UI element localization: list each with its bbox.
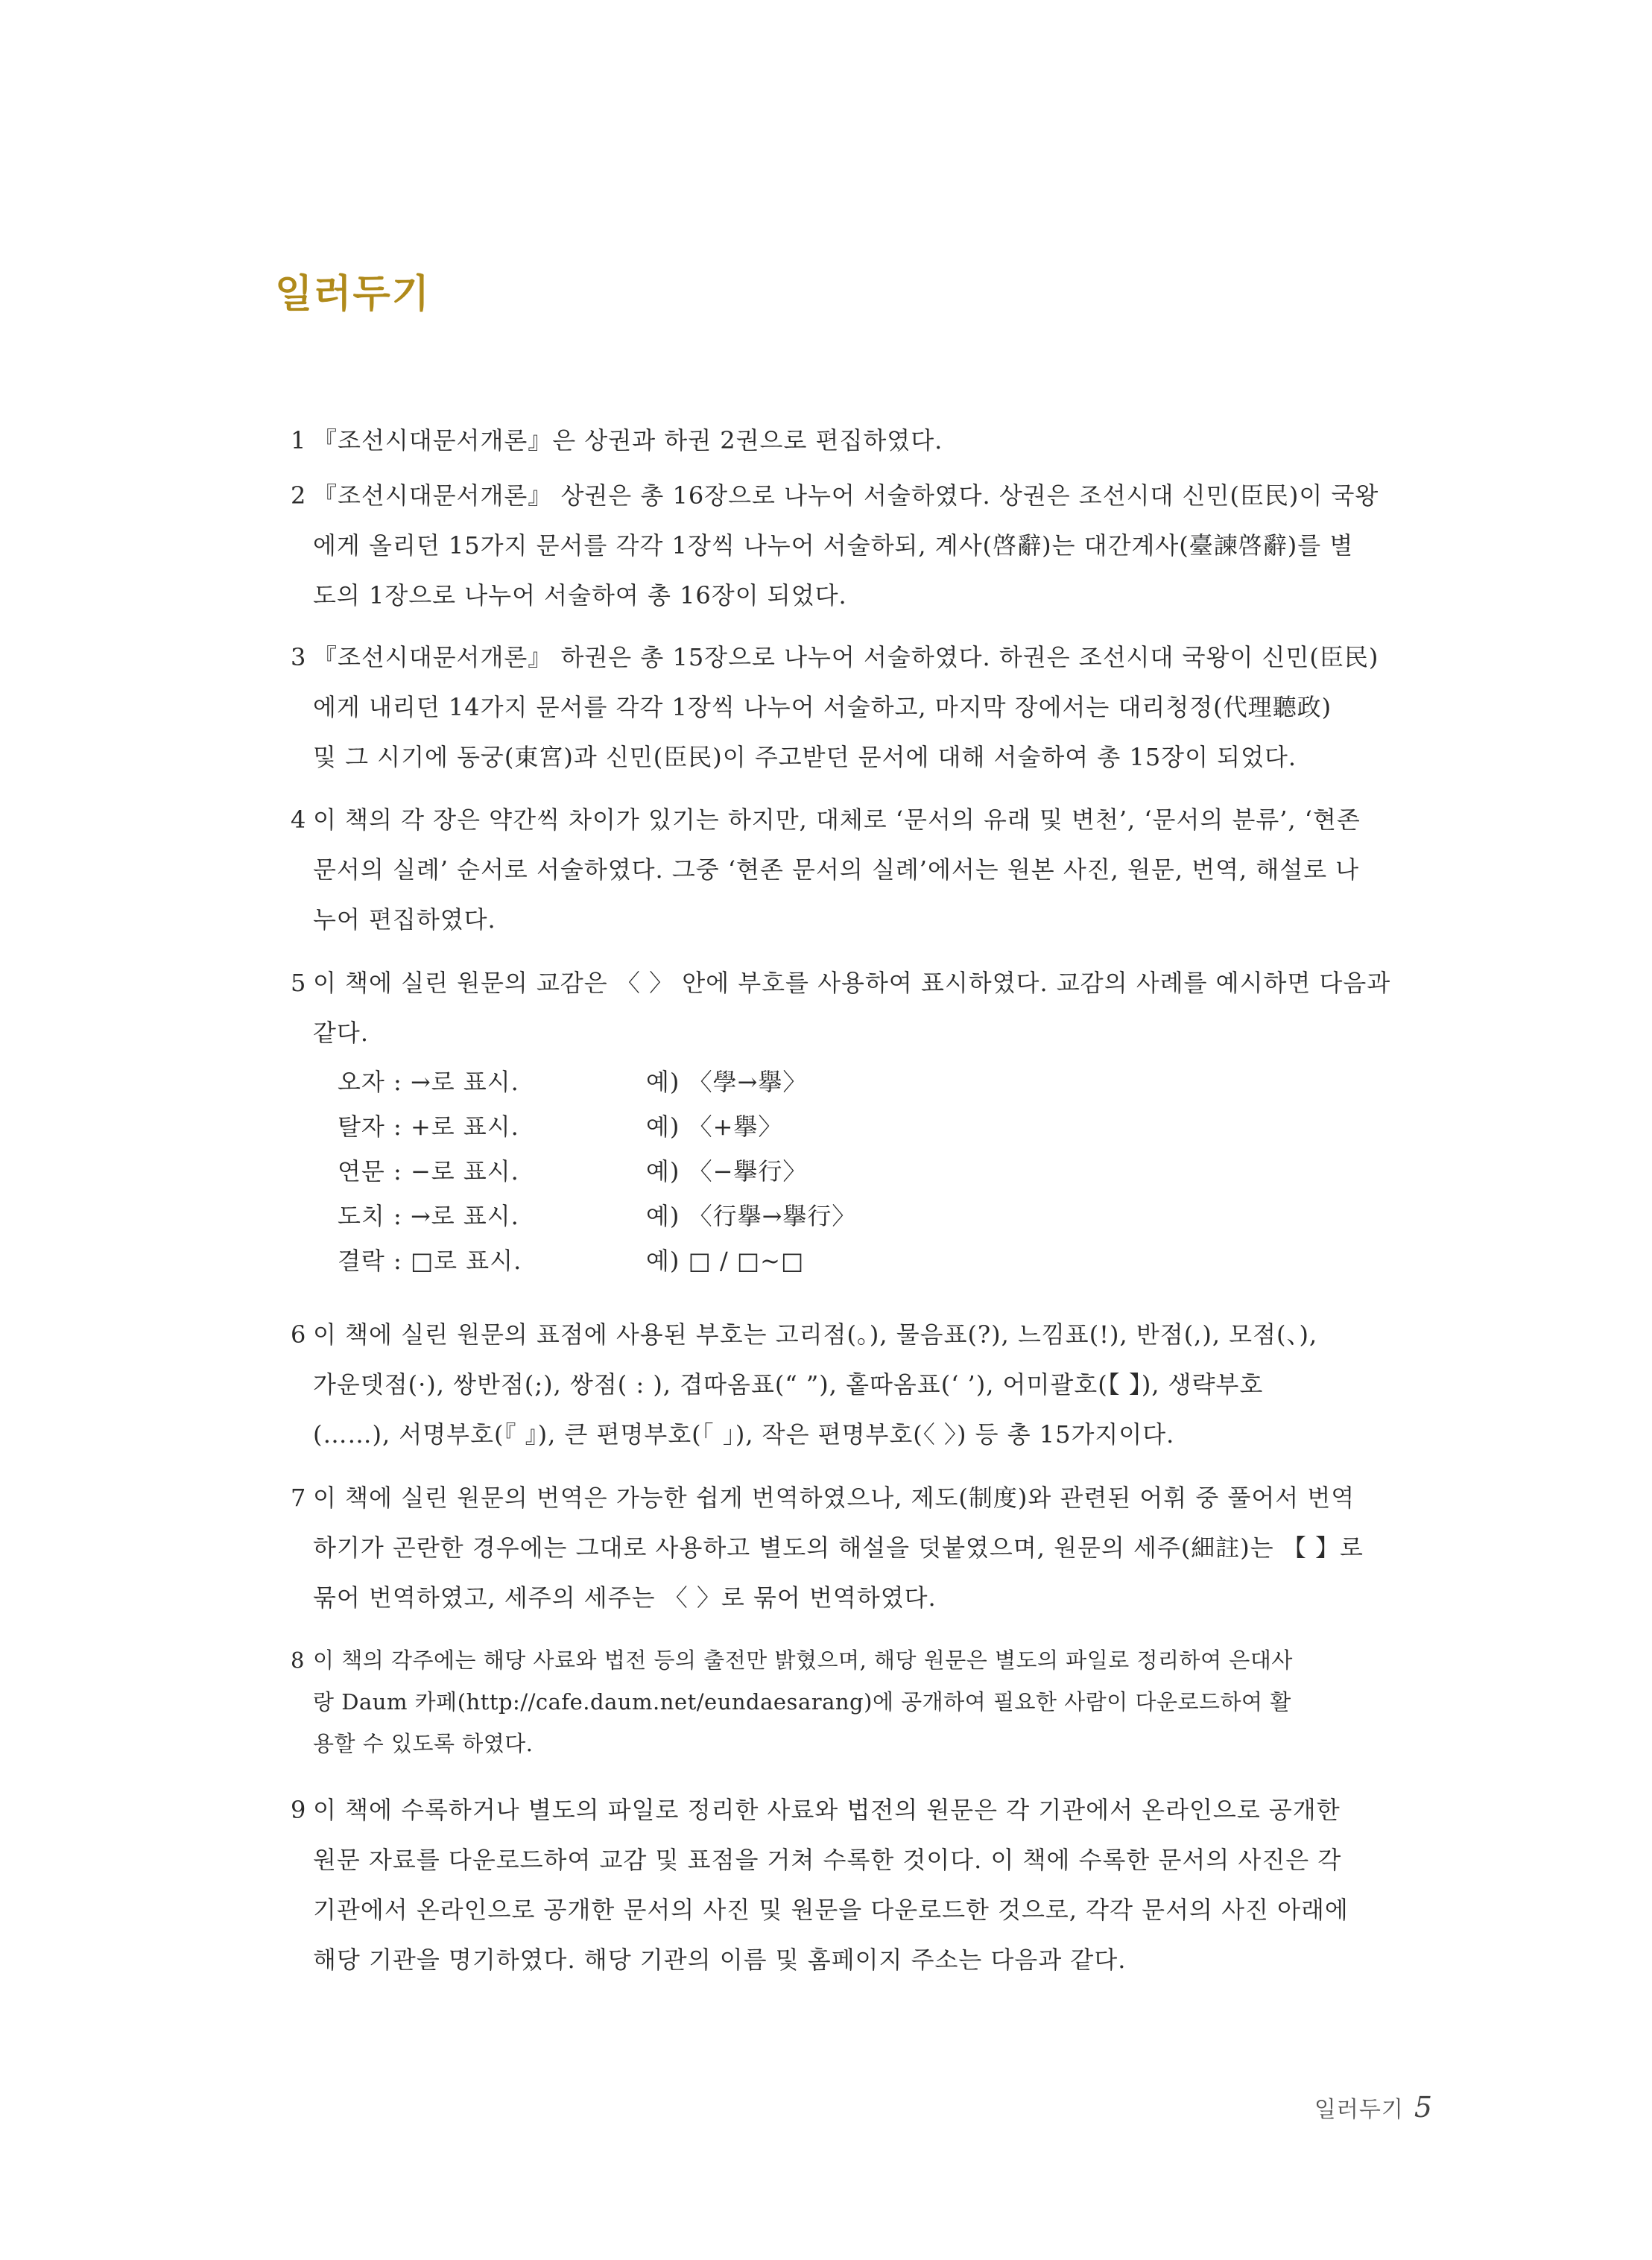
list-item [291, 1639, 1422, 1764]
example-description: 결락 : □로 표시. [338, 1247, 522, 1275]
item-line: 기관에서 온라인으로 공개한 문서의 사진 및 원문을 다운로드한 것으로, 각각 문서의 사진 아래에 [313, 1896, 1349, 1924]
item-line [291, 1310, 1422, 1360]
item-line [291, 471, 1422, 521]
item-number: 2 [291, 481, 307, 510]
item-line: 해당 기관을 명기하였다. 해당 기관의 이름 및 홈페이지 주소는 다음과 같다. [313, 1946, 1127, 1974]
page-footer [1314, 2091, 1432, 2124]
item-number: 9 [291, 1796, 307, 1824]
item-text: 『조선시대문서개론』 상권은 총 16장으로 나누어 서술하였다. 상권은 조선시대 신민(臣民)이 국왕 [313, 481, 1379, 510]
item-line: 및 그 시기에 동궁(東宮)과 신민(臣民)이 주고받던 문서에 대해 서술하여 총 15장이 되었다. [313, 743, 1297, 771]
example-sample: 예) 〈+擧〉 [646, 1112, 783, 1141]
list-item [291, 416, 1422, 466]
item-line: 가운뎃점(·), 쌍반점(;), 쌍점( : ), 겹따옴표(“ ”), 홑따옴표(‘ ’), 어미괄호(【 】), 생략부호 [313, 1370, 1264, 1399]
item-text: 이 책의 각 장은 약간씩 차이가 있기는 하지만, 대체로 ‘문서의 유래 및 변천’, ‘문서의 분류’, ‘현존 [313, 805, 1361, 834]
list-item [291, 1473, 1422, 1623]
list-item [291, 633, 1422, 782]
example-sample: 예) 〈行擧→擧行〉 [646, 1202, 857, 1230]
example-row [338, 1104, 944, 1149]
item-text: 이 책에 실린 원문의 표점에 사용된 부호는 고리점(。), 물음표(?), 느낌표(!), 반점(,), 모점(、), [313, 1320, 1318, 1349]
item-number: 1 [291, 426, 307, 455]
footer-section-title: 일러두기 [1314, 2097, 1404, 2123]
item-line: 용할 수 있도록 하였다. [313, 1731, 534, 1756]
item-line [291, 1639, 1422, 1681]
item-line [291, 795, 1422, 845]
item-text: 이 책의 각주에는 해당 사료와 법전 등의 출전만 밝혔으며, 해당 원문은 별도의 파일로 정리하여 은대사 [313, 1647, 1293, 1673]
item-line [291, 958, 1422, 1008]
example-description: 탈자 : +로 표시. [338, 1112, 519, 1141]
item-line [291, 1473, 1422, 1523]
item-line: 같다. [313, 1019, 369, 1047]
item-number: 8 [291, 1647, 305, 1673]
item-line: 원문 자료를 다운로드하여 교감 및 표점을 거쳐 수록한 것이다. 이 책에 수록한 문서의 사진은 각 [313, 1846, 1342, 1874]
item-number: 3 [291, 643, 307, 671]
list-item [291, 471, 1422, 621]
item-line: 누어 편집하였다. [313, 905, 496, 934]
item-text: 이 책에 실린 원문의 번역은 가능한 쉽게 번역하였으나, 제도(制度)와 관련된 어휘 중 풀어서 번역 [313, 1484, 1355, 1512]
example-row [338, 1238, 944, 1283]
item-line: 에게 내리던 14가지 문서를 각각 1장씩 나누어 서술하고, 마지막 장에서는 대리청정(代理聽政) [313, 693, 1332, 721]
page-title: 일러두기 [275, 272, 431, 317]
item-text: 『조선시대문서개론』 하권은 총 15장으로 나누어 서술하였다. 하권은 조선시대 국왕이 신민(臣民) [313, 643, 1379, 671]
list-item [291, 1310, 1422, 1460]
item-number: 4 [291, 805, 307, 834]
example-row [338, 1194, 944, 1238]
item-line [291, 1785, 1422, 1835]
item-number: 7 [291, 1484, 307, 1512]
item-number: 6 [291, 1320, 307, 1349]
item-line: 랑 Daum 카페(http://cafe.daum.net/eundaesarang)에 공개하여 필요한 사람이 다운로드하여 활 [313, 1689, 1291, 1715]
list-item [291, 795, 1422, 945]
item-line: (……), 서명부호(『 』), 큰 편명부호(「 」), 작은 편명부호(〈 〉) 등 총 15가지이다. [313, 1420, 1175, 1449]
example-description: 도치 : →로 표시. [338, 1202, 519, 1230]
page-number: 5 [1414, 2091, 1432, 2124]
example-description: 연문 : −로 표시. [338, 1157, 519, 1186]
collation-examples [338, 1060, 944, 1283]
item-line [291, 416, 1422, 466]
item-line: 하기가 곤란한 경우에는 그대로 사용하고 별도의 해설을 덧붙였으며, 원문의 세주(細註)는 【 】로 [313, 1533, 1364, 1562]
list-item [291, 1785, 1422, 1985]
example-row [338, 1149, 944, 1194]
item-line: 문서의 실례’ 순서로 서술하였다. 그중 ‘현존 문서의 실례’에서는 원본 사진, 원문, 번역, 해설로 나 [313, 855, 1360, 884]
item-line [291, 633, 1422, 683]
item-number: 5 [291, 969, 307, 997]
item-text: 이 책에 실린 원문의 교감은 〈 〉 안에 부호를 사용하여 표시하였다. 교감의 사례를 예시하면 다음과 [313, 969, 1391, 997]
list-item [291, 958, 1422, 1058]
example-sample: 예) 〈−擧行〉 [646, 1157, 808, 1186]
example-sample: 예) □ / □~□ [646, 1247, 805, 1275]
item-text: 『조선시대문서개론』은 상권과 하권 2권으로 편집하였다. [313, 426, 943, 455]
example-sample: 예) 〈學→擧〉 [646, 1068, 808, 1096]
item-text: 이 책에 수록하거나 별도의 파일로 정리한 사료와 법전의 원문은 각 기관에서 온라인으로 공개한 [313, 1796, 1341, 1824]
example-description: 오자 : →로 표시. [338, 1068, 519, 1096]
item-line: 도의 1장으로 나누어 서술하여 총 16장이 되었다. [313, 581, 847, 610]
item-line: 묶어 번역하였고, 세주의 세주는 〈 〉로 묶어 번역하였다. [313, 1583, 937, 1612]
example-row [338, 1060, 944, 1104]
item-line: 에게 올리던 15가지 문서를 각각 1장씩 나누어 서술하되, 계사(啓辭)는 대간계사(臺諫啓辭)를 별 [313, 531, 1354, 560]
